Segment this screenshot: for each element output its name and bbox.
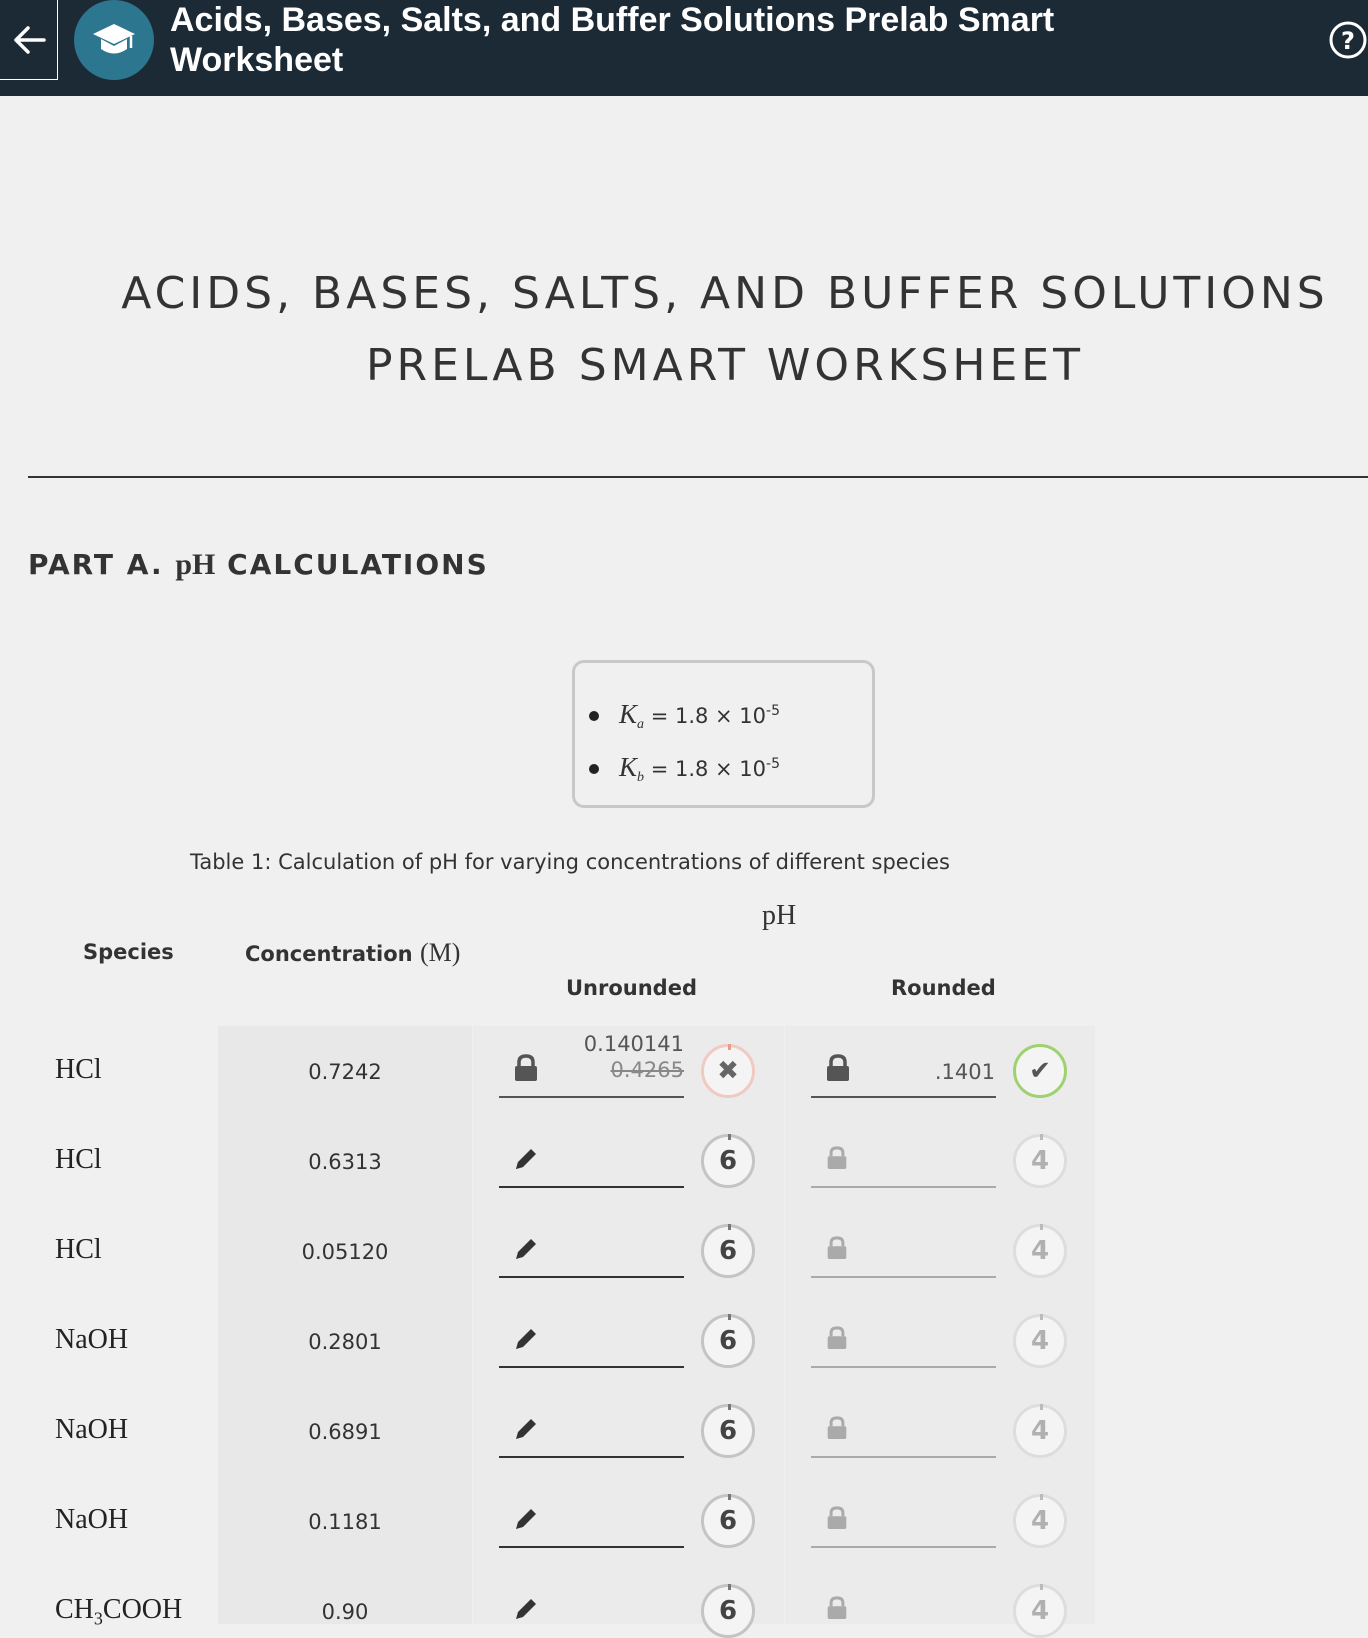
unrounded-input[interactable] — [499, 1366, 684, 1368]
pencil-icon[interactable] — [513, 1416, 541, 1444]
pencil-icon[interactable] — [513, 1596, 541, 1624]
attempts-badge: 4 — [1013, 1134, 1067, 1188]
unrounded-input[interactable] — [499, 1186, 684, 1188]
concentration-cell: 0.6891 — [308, 1420, 382, 1444]
arrow-left-icon — [12, 25, 46, 55]
rounded-answer: .1401 — [934, 1060, 995, 1084]
question-circle-icon — [1328, 20, 1368, 60]
species-cell: HCl — [55, 1054, 102, 1085]
concentration-cell: 0.90 — [321, 1600, 369, 1624]
species-cell: NaOH — [55, 1324, 129, 1355]
unrounded-input[interactable] — [499, 1456, 684, 1458]
attempts-badge: 6 — [701, 1404, 755, 1458]
attempts-badge: 4 — [1013, 1404, 1067, 1458]
unrounded-input — [499, 1096, 684, 1098]
lock-icon — [826, 1596, 854, 1624]
concentration-cell: 0.6313 — [308, 1150, 382, 1174]
species-cell: HCl — [55, 1144, 102, 1175]
worksheet-title — [60, 258, 1368, 402]
pencil-icon[interactable] — [513, 1236, 541, 1264]
species-cell: HCl — [55, 1234, 102, 1265]
correct-badge: ✔ — [1013, 1044, 1067, 1098]
species-cell: NaOH — [55, 1504, 129, 1535]
species-cell: $CH_3COOH$ — [55, 1594, 183, 1629]
attempts-badge: 4 — [1013, 1584, 1067, 1638]
concentration-column-bg — [218, 1026, 472, 1624]
incorrect-badge: ✖ — [701, 1044, 755, 1098]
concentration-cell: 0.1181 — [308, 1510, 382, 1534]
kb-constant: $K_b = 1.8 \times 10^{-5}$ — [619, 752, 780, 786]
species-cell: NaOH — [55, 1414, 129, 1445]
attempts-badge: 4 — [1013, 1224, 1067, 1278]
lock-icon — [825, 1054, 853, 1082]
part-a-heading — [28, 548, 489, 582]
pencil-icon[interactable] — [513, 1506, 541, 1534]
rounded-input — [811, 1186, 996, 1188]
part-prefix: PART A. — [28, 548, 164, 581]
app-title: Acids, Bases, Salts, and Buffer Solutions Prelab Smart Worksheet — [170, 1, 1055, 79]
ka-constant: $K_a = 1.8 \times 10^{-5}$ — [619, 699, 780, 733]
rounded-input — [811, 1546, 996, 1548]
worksheet-title-line2: PRELAB SMART WORKSHEET — [366, 340, 1084, 391]
attempts-badge: 6 — [701, 1494, 755, 1548]
concentration-cell: 0.7242 — [308, 1060, 382, 1084]
lock-icon — [826, 1326, 854, 1354]
attempts-badge: 4 — [1013, 1314, 1067, 1368]
lock-icon — [826, 1416, 854, 1444]
ph-header: pH — [762, 900, 797, 931]
rounded-input — [811, 1456, 996, 1458]
graduation-cap-icon — [91, 20, 137, 60]
unrounded-answer: 0.140141 — [583, 1032, 684, 1056]
concentration-header: Concentration (M) — [245, 938, 461, 967]
rounded-input — [811, 1276, 996, 1278]
attempts-badge: 6 — [701, 1134, 755, 1188]
concentration-cell: 0.05120 — [301, 1240, 389, 1264]
worksheet-title-line1: ACIDS, BASES, SALTS, AND BUFFER SOLUTIONS — [121, 268, 1329, 319]
attempts-badge: 6 — [701, 1224, 755, 1278]
lock-icon — [826, 1506, 854, 1534]
lock-icon — [826, 1146, 854, 1174]
part-ph: pH — [175, 548, 216, 581]
constants-box — [572, 660, 875, 808]
table-caption: Table 1: Calculation of pH for varying concentrations of different species — [190, 850, 950, 874]
rounded-header: Rounded — [891, 976, 996, 1000]
logo — [74, 0, 154, 80]
svg-text:?: ? — [1341, 27, 1355, 55]
unrounded-header: Unrounded — [566, 976, 697, 1000]
top-bar — [0, 0, 1368, 96]
unrounded-input[interactable] — [499, 1546, 684, 1548]
part-suffix: CALCULATIONS — [227, 548, 489, 581]
attempts-badge: 6 — [701, 1584, 755, 1638]
rounded-input — [811, 1096, 996, 1098]
pencil-icon[interactable] — [513, 1146, 541, 1174]
concentration-cell: 0.2801 — [308, 1330, 382, 1354]
rounded-input — [811, 1366, 996, 1368]
help-button[interactable] — [1328, 20, 1368, 60]
lock-icon — [826, 1236, 854, 1264]
attempts-badge: 6 — [701, 1314, 755, 1368]
back-button[interactable] — [0, 0, 58, 80]
unrounded-input[interactable] — [499, 1276, 684, 1278]
species-header: Species — [83, 940, 174, 964]
lock-icon — [513, 1054, 541, 1082]
title-divider — [28, 476, 1368, 478]
pencil-icon[interactable] — [513, 1326, 541, 1354]
previous-answer: 0.4265 — [610, 1058, 684, 1082]
attempts-badge: 4 — [1013, 1494, 1067, 1548]
